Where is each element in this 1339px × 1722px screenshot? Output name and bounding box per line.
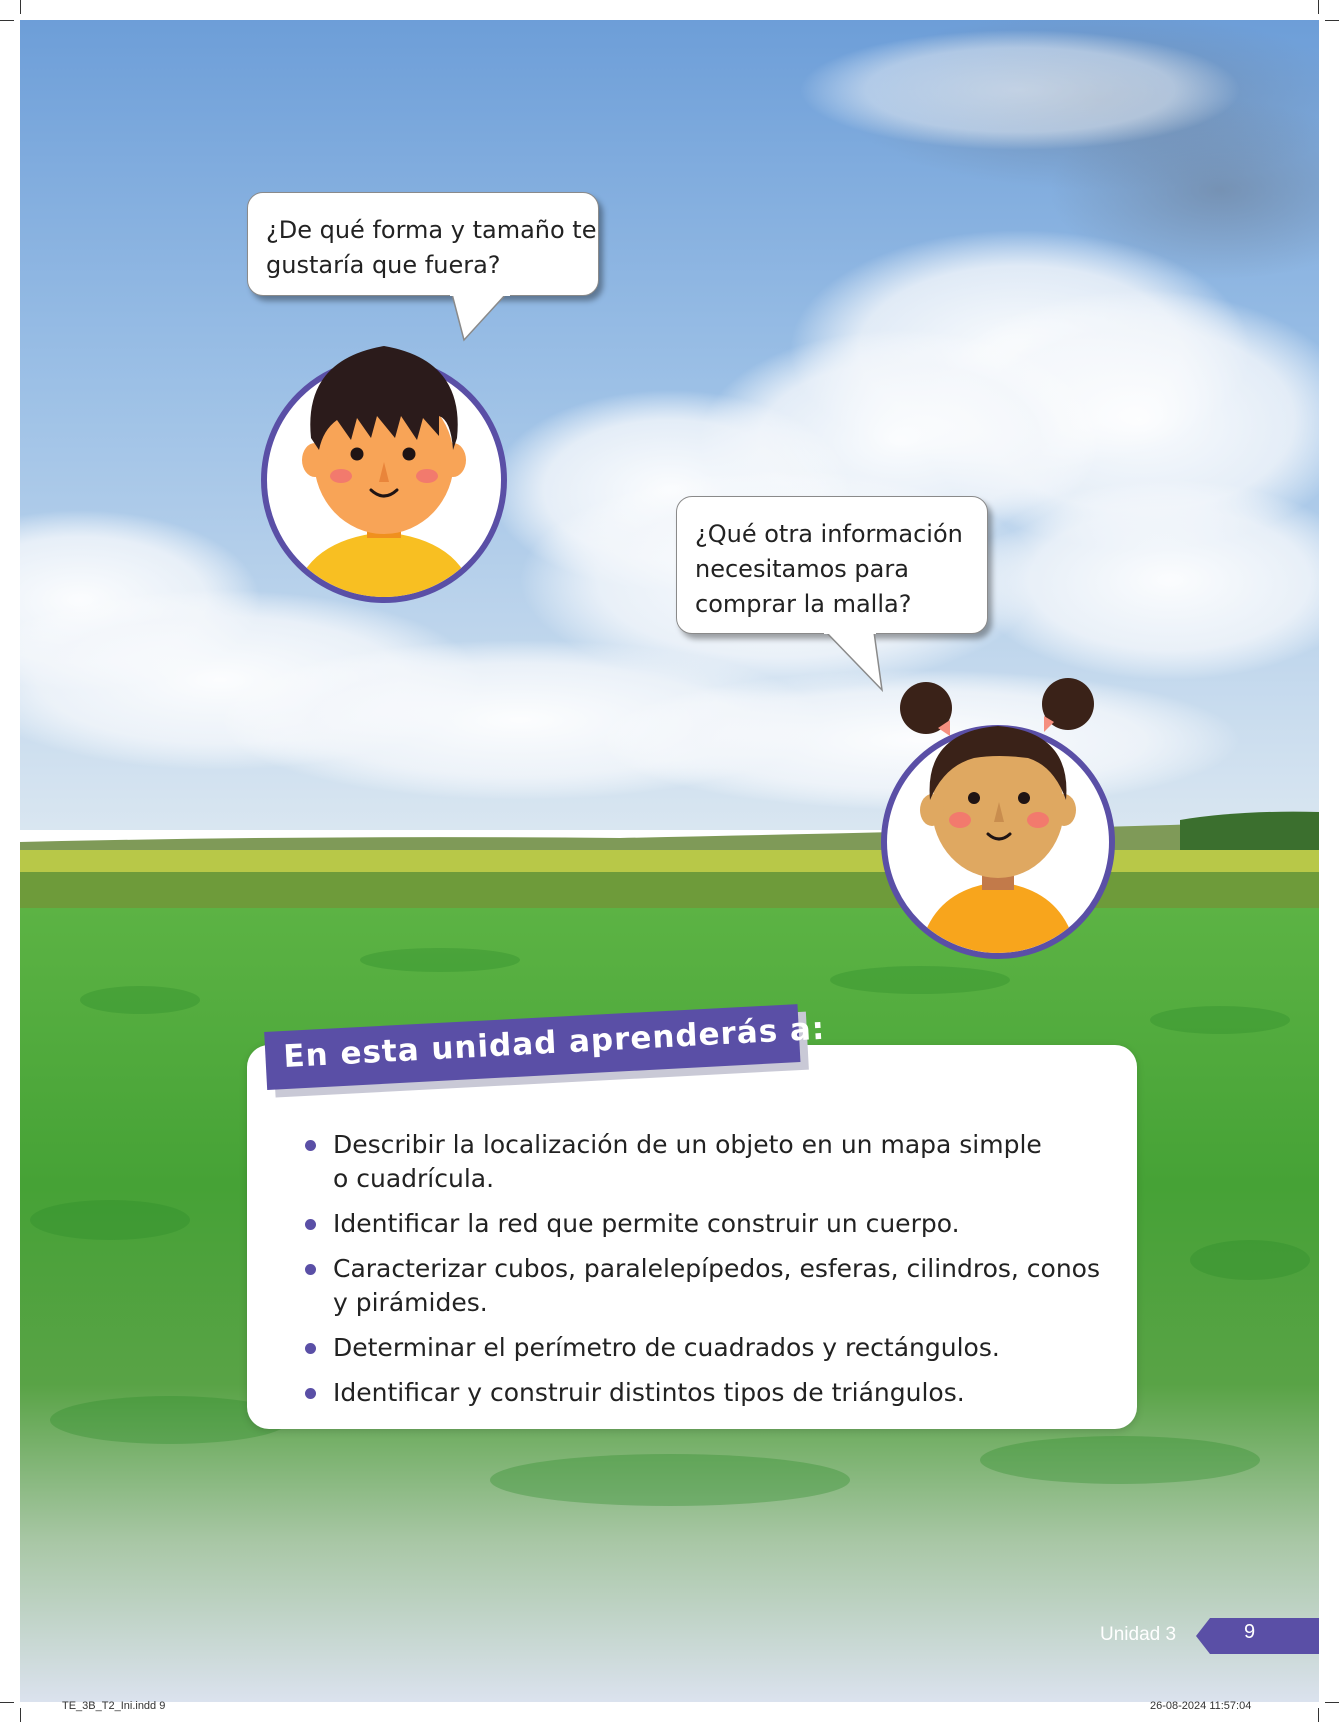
- crop-mark: [0, 20, 14, 21]
- list-item: [305, 1252, 1125, 1320]
- list-item: [305, 1331, 1125, 1365]
- crop-mark: [1318, 0, 1319, 14]
- crop-mark: [1325, 1702, 1339, 1703]
- crop-mark: [1325, 20, 1339, 21]
- page-number-tab: [1196, 1618, 1319, 1654]
- page-number: 9: [1244, 1621, 1256, 1643]
- footer-unit-label: Unidad 3: [1100, 1624, 1177, 1645]
- crop-mark: [20, 0, 21, 14]
- list-item: [305, 1207, 1125, 1241]
- speech-bubble-boy: [247, 192, 599, 296]
- boy-avatar: [253, 340, 515, 604]
- bullet-icon: [305, 1219, 316, 1230]
- list-item-line: Identificar la red que permite construir un cuerpo.: [333, 1209, 960, 1238]
- learning-goals-title: En esta unidad aprenderás a:: [282, 1010, 827, 1076]
- bullet-icon: [305, 1343, 316, 1354]
- list-item: [305, 1128, 1125, 1196]
- list-item-line: y pirámides.: [333, 1288, 488, 1317]
- crop-mark: [0, 1702, 14, 1703]
- learning-goals-list: [305, 1128, 1125, 1421]
- print-slug-file: TE_3B_T2_Ini.indd 9: [62, 1700, 166, 1712]
- list-item-line: Caracterizar cubos, paralelepípedos, esferas, cilindros, conos: [333, 1254, 1101, 1283]
- list-item: [305, 1376, 1125, 1410]
- bubble-line: ¿De qué forma y tamaño te: [266, 216, 597, 244]
- crop-mark: [1318, 1708, 1319, 1722]
- list-item-line: o cuadrícula.: [333, 1164, 495, 1193]
- bullet-icon: [305, 1388, 316, 1399]
- bubble-line: comprar la malla?: [695, 590, 912, 618]
- girl-avatar: [878, 670, 1130, 960]
- bullet-icon: [305, 1140, 316, 1151]
- textbook-page: [20, 20, 1319, 1702]
- bubble-line: necesitamos para: [695, 555, 909, 583]
- bubble-line: gustaría que fuera?: [266, 251, 501, 279]
- list-item-line: Describir la localización de un objeto en un mapa simple: [333, 1130, 1042, 1159]
- crop-mark: [20, 1708, 21, 1722]
- bubble-line: ¿Qué otra información: [695, 520, 963, 548]
- list-item-line: Identificar y construir distintos tipos de triángulos.: [333, 1378, 965, 1407]
- list-item-line: Determinar el perímetro de cuadrados y rectángulos.: [333, 1333, 1000, 1362]
- bullet-icon: [305, 1264, 316, 1275]
- print-slug-datetime: 26-08-2024 11:57:04: [1150, 1700, 1252, 1712]
- speech-bubble-girl: [676, 496, 988, 634]
